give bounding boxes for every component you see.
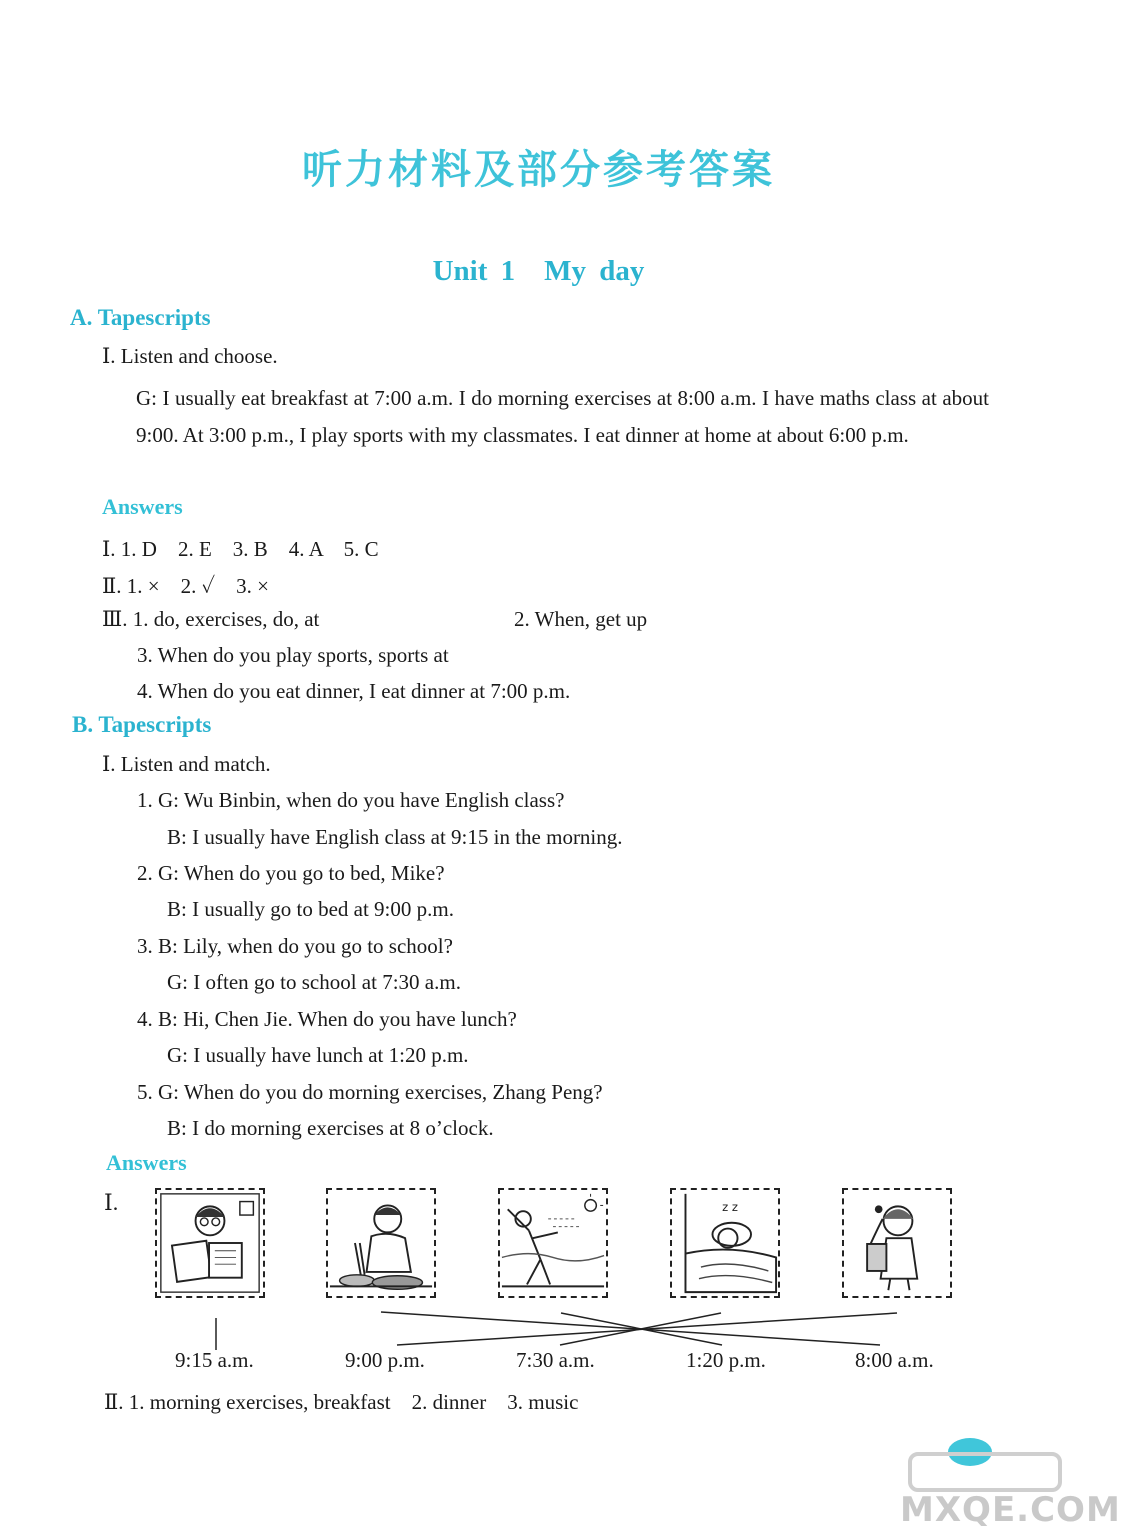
unit-title: Unit 1 My day [432, 255, 645, 287]
svg-text:z z: z z [722, 1200, 738, 1215]
dialogue-line: 5. G: When do you do morning exercises, Zhang Peng? [137, 1080, 603, 1104]
dialogue-line: G: I often go to school at 7:30 a.m. [167, 970, 461, 994]
section-b-heading: B. Tapescripts [72, 712, 212, 737]
dialogue-line: B: I do morning exercises at 8 o’clock. [167, 1116, 494, 1140]
answer-row-3d: 4. When do you eat dinner, I eat dinner at 7:00 p.m. [137, 679, 571, 703]
dialogue-line: 1. G: Wu Binbin, when do you have English class? [137, 788, 565, 812]
answer-row-1: Ⅰ. 1. D 2. E 3. B 4. A 5. C [102, 537, 379, 561]
dialogue-line: B: I usually go to bed at 9:00 p.m. [167, 897, 454, 921]
time-label: 9:00 p.m. [345, 1348, 425, 1372]
answer-row-3a: Ⅲ. 1. do, exercises, do, at [102, 607, 320, 631]
section-a-answers-heading: Answers [102, 494, 183, 519]
time-label: 9:15 a.m. [175, 1348, 254, 1372]
dialogue-line: B: I usually have English class at 9:15 in the morning. [167, 825, 623, 849]
dialogue-line: 3. B: Lily, when do you go to school? [137, 934, 453, 958]
section-b-item1: Ⅰ. Listen and match. [102, 752, 271, 776]
section-a-paragraph: G: I usually eat breakfast at 7:00 a.m. I do morning exercises at 8:00 a.m. I have maths class at about 9:00. At 3:00 p.m., I play sports with my classmates. I eat dinner at home at about 6:00 p.m. [136, 386, 989, 447]
page-title: 听力材料及部分参考答案 [302, 147, 775, 193]
section-b-answers-heading: Answers [106, 1150, 187, 1175]
match-label: Ⅰ. [104, 1190, 119, 1215]
watermark-text: MXQE.COM [900, 1490, 1121, 1530]
time-label: 8:00 a.m. [855, 1348, 934, 1372]
time-label: 7:30 a.m. [516, 1348, 595, 1372]
section-a-item1: Ⅰ. Listen and choose. [102, 344, 278, 368]
dialogue-line: 4. B: Hi, Chen Jie. When do you have lunch? [137, 1007, 517, 1031]
dialogue-line: 2. G: When do you go to bed, Mike? [137, 861, 445, 885]
answer-row-2: Ⅱ. 1. × 2. ✓ 3. × [102, 574, 270, 598]
dialogue-line: G: I usually have lunch at 1:20 p.m. [167, 1043, 469, 1067]
answer-row-3c: 3. When do you play sports, sports at [137, 643, 449, 667]
section-a-heading: A. Tapescripts [70, 305, 211, 330]
match-line-2 [381, 1312, 880, 1345]
answer-row-b2: Ⅱ. 1. morning exercises, breakfast 2. dinner 3. music [104, 1390, 579, 1414]
time-label: 1:20 p.m. [686, 1348, 766, 1372]
answer-row-3b: 2. When, get up [514, 607, 648, 631]
